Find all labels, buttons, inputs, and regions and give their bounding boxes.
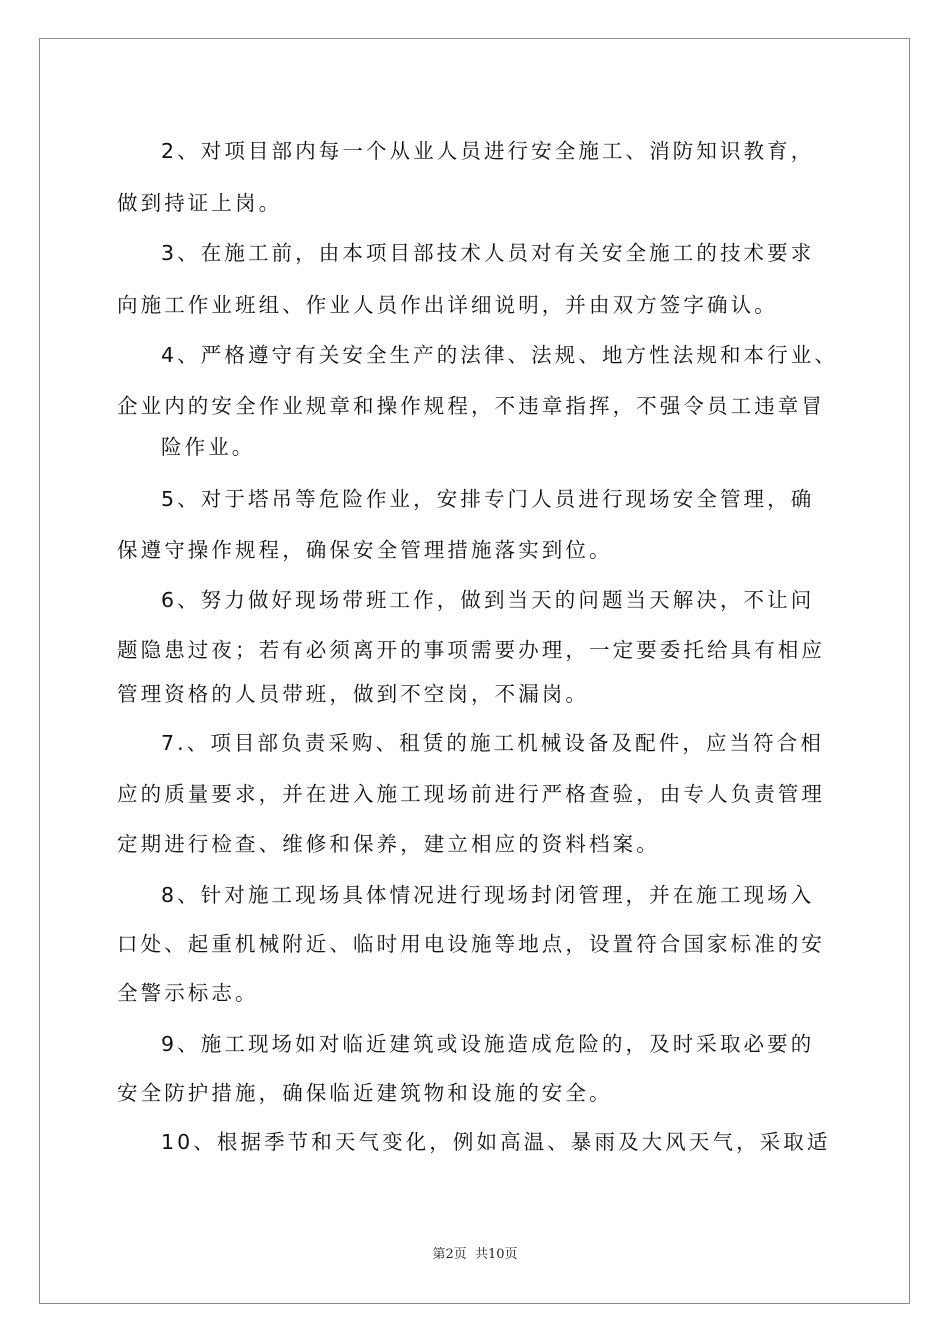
text-line: 4、严格遵守有关安全生产的法律、法规、地方性法规和本行业、: [161, 343, 838, 367]
text-line: 应的质量要求，并在进入施工现场前进行严格查验，由专人负责管理: [117, 782, 825, 806]
text-line: 管理资格的人员带班，做到不空岗，不漏岗。: [117, 682, 589, 706]
text-line: 保遵守操作规程，确保安全管理措施落实到位。: [117, 538, 613, 562]
text-line: 向施工作业班组、作业人员作出详细说明，并由双方签字确认。: [117, 293, 778, 317]
text-line: 6、努力做好现场带班工作，做到当天的问题当天解决，不让问: [161, 588, 815, 612]
text-line: 2、对项目部内每一个从业人员进行安全施工、消防知识教育，: [161, 139, 815, 163]
text-line: 3、在施工前，由本项目部技术人员对有关安全施工的技术要求: [161, 241, 815, 265]
page-number: 第2页: [432, 1247, 467, 1262]
text-line: 定期进行检查、维修和保养，建立相应的资料档案。: [117, 832, 660, 856]
text-line: 9、施工现场如对临近建筑或设施造成危险的，及时采取必要的: [161, 1032, 815, 1056]
text-line: 5、对于塔吊等危险作业，安排专门人员进行现场安全管理，确: [161, 487, 815, 511]
page-border: [39, 38, 910, 1304]
page-total: 共10页: [474, 1247, 518, 1262]
text-line: 题隐患过夜；若有必须离开的事项需要办理，一定要委托给具有相应: [117, 638, 825, 662]
text-line: 安全防护措施，确保临近建筑物和设施的安全。: [117, 1081, 613, 1105]
text-line: 做到持证上岗。: [117, 191, 283, 215]
text-line: 8、针对施工现场具体情况进行现场封闭管理，并在施工现场入: [161, 883, 815, 907]
text-line: 10、根据季节和天气变化，例如高温、暴雨及大风天气，采取适: [161, 1130, 831, 1154]
text-line: 全警示标志。: [117, 981, 259, 1005]
text-line: 险作业。: [161, 435, 256, 459]
text-line: 口处、起重机械附近、临时用电设施等地点，设置符合国家标准的安: [117, 932, 825, 956]
text-line: 7.、项目部负责采购、租赁的施工机械设备及配件，应当符合相: [161, 731, 824, 755]
page-footer: [0, 1243, 950, 1262]
text-line: 企业内的安全作业规章和操作规程，不违章指挥，不强令员工违章冒: [117, 394, 825, 418]
